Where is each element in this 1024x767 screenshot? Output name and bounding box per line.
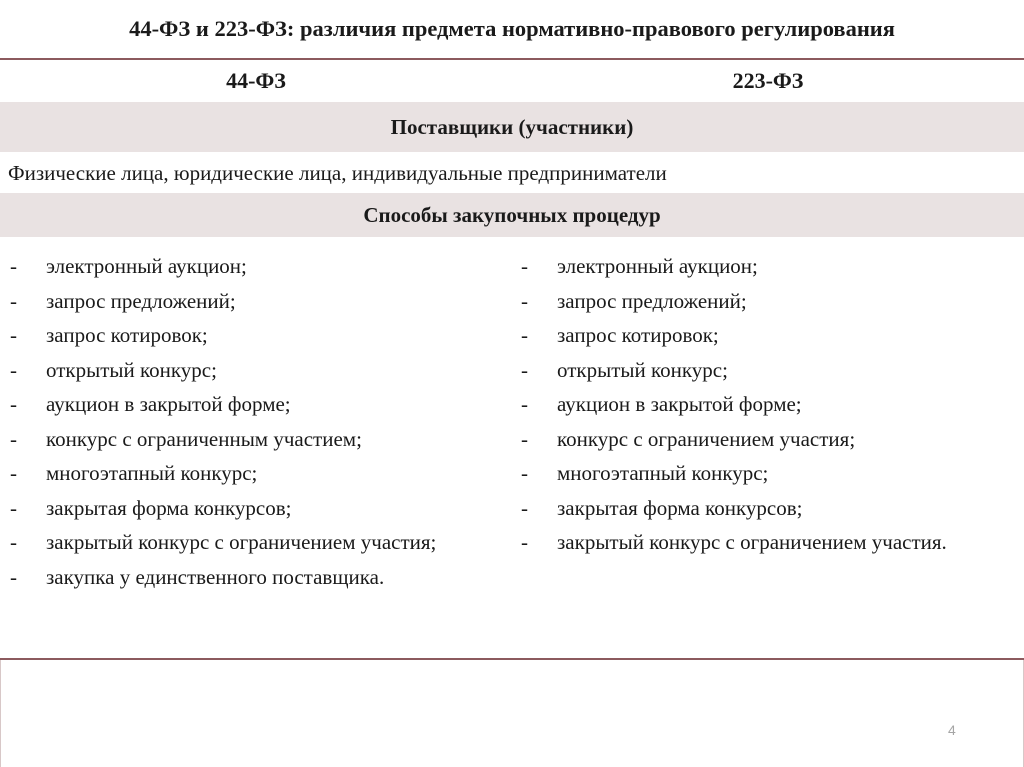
frame-edge-left <box>0 660 1 767</box>
list-item: - электронный аукцион; <box>521 249 1016 284</box>
bullet-dash: - <box>521 530 528 554</box>
bullet-dash: - <box>521 392 528 416</box>
list-item: - запрос котировок; <box>521 318 1016 353</box>
bullet-dash: - <box>10 392 17 416</box>
bullet-dash: - <box>521 426 528 451</box>
list-item: - закрытый конкурс с ограничением участия. <box>521 525 1016 560</box>
suppliers-text: Физические лица, юридические лица, индивидуальные предприниматели <box>8 160 667 185</box>
bottom-rule <box>0 658 1024 660</box>
list-item: - открытый конкурс; <box>10 353 510 388</box>
list-item: - запрос предложений; <box>521 284 1016 319</box>
table-header-row <box>0 60 1024 102</box>
bullet-dash: - <box>10 530 17 554</box>
column-header-223fz: 223-ФЗ <box>732 68 804 93</box>
bullet-dash: - <box>10 461 17 485</box>
list-item: - закупка у единственного поставщика. <box>10 560 510 595</box>
list-item: - многоэтапный конкурс; <box>10 456 510 491</box>
bullet-dash: - <box>10 357 17 382</box>
bullet-dash: - <box>521 254 528 278</box>
list-item: - многоэтапный конкурс; <box>521 456 1016 491</box>
list-item: - конкурс с ограниченным участием; <box>10 422 510 457</box>
bullet-dash: - <box>10 495 17 520</box>
bullet-dash: - <box>10 564 17 589</box>
list-item: - запрос предложений; <box>10 284 510 319</box>
bullet-dash: - <box>10 288 17 313</box>
procedures-list-223fz <box>521 249 1016 560</box>
column-header-44fz: 44-ФЗ <box>226 68 286 93</box>
section-header-procedures: Способы закупочных процедур <box>0 193 1024 237</box>
bullet-dash: - <box>10 254 17 278</box>
list-item: - аукцион в закрытой форме; <box>10 387 510 422</box>
bullet-dash: - <box>521 357 528 382</box>
slide-title: 44-ФЗ и 223-ФЗ: различия предмета нормативно-правового регулирования <box>129 16 895 41</box>
bullet-dash: - <box>521 461 528 485</box>
list-item: - открытый конкурс; <box>521 353 1016 388</box>
list-item: - запрос котировок; <box>10 318 510 353</box>
list-item: - закрытая форма конкурсов; <box>10 491 510 526</box>
bullet-dash: - <box>521 288 528 313</box>
list-item: - аукцион в закрытой форме; <box>521 387 1016 422</box>
page-number: 4 <box>948 722 956 738</box>
list-item: - электронный аукцион; <box>10 249 510 284</box>
procedures-list-44fz <box>10 249 510 594</box>
bullet-dash: - <box>10 323 17 347</box>
bullet-dash: - <box>10 426 17 451</box>
section-header-suppliers: Поставщики (участники) <box>0 102 1024 152</box>
list-item: - закрытый конкурс с ограничением участия; <box>10 525 510 560</box>
list-item: - закрытая форма конкурсов; <box>521 491 1016 526</box>
list-item: - конкурс с ограничением участия; <box>521 422 1016 457</box>
bullet-dash: - <box>521 495 528 520</box>
bullet-dash: - <box>521 323 528 347</box>
